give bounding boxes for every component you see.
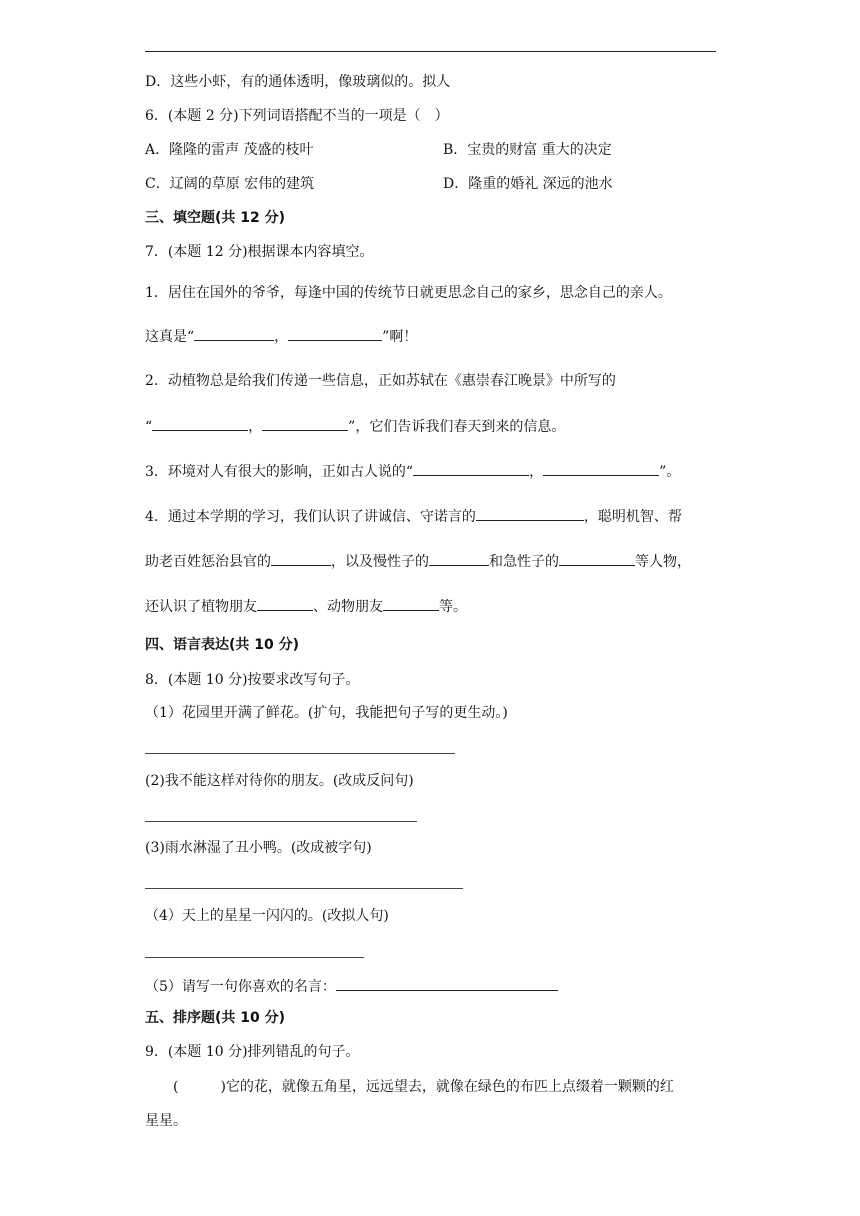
answer-line-3[interactable] bbox=[145, 888, 463, 889]
q8-stem: 8．(本题 10 分)按要求改写句子。 bbox=[145, 672, 360, 688]
q7-item4-line1 bbox=[145, 506, 682, 527]
q7-stem: 7．(本题 12 分)根据课本内容填空。 bbox=[145, 244, 374, 260]
q6-option-a: A．隆隆的雷声 茂盛的枝叶 bbox=[145, 142, 314, 158]
q9-sentence-line1 bbox=[145, 1077, 716, 1097]
blank-5[interactable] bbox=[413, 461, 529, 476]
q7-item4-line3 bbox=[145, 596, 467, 617]
blank-2[interactable] bbox=[288, 326, 382, 341]
text: 4．通过本学期的学习，我们认识了讲诚信、守诺言的 bbox=[145, 509, 476, 525]
q6-option-b: B．宝贵的财富 重大的决定 bbox=[443, 142, 612, 158]
text bbox=[145, 1077, 674, 1097]
text: ”，它们告诉我们春天到来的信息。 bbox=[348, 419, 566, 435]
text: 这真是“ bbox=[145, 329, 195, 345]
text: “ bbox=[145, 419, 153, 435]
text: 它的花，就像五角星，远远望去，就像在绿色的布匹上点缀着一颗颗的红 bbox=[225, 1079, 674, 1095]
text: ， bbox=[248, 419, 263, 435]
blank-quote[interactable] bbox=[336, 976, 558, 991]
text: 等人物， bbox=[635, 554, 691, 570]
text: ”。 bbox=[659, 464, 681, 480]
q7-item1-line2 bbox=[145, 326, 417, 347]
q6-option-c: C．辽阔的草原 宏伟的建筑 bbox=[145, 176, 315, 192]
section5-title: 五、排序题(共 10 分) bbox=[145, 1010, 286, 1026]
blank-7[interactable] bbox=[476, 506, 584, 521]
q7-item3 bbox=[145, 461, 680, 482]
answer-line-1[interactable] bbox=[145, 753, 455, 754]
text: ， bbox=[274, 329, 289, 345]
q6-option-d: D．隆重的婚礼 深远的池水 bbox=[443, 176, 613, 192]
header-rule bbox=[145, 51, 716, 52]
q7-item1-line1: 1．居住在国外的爷爷，每逢中国的传统节日就更思念自己的家乡，思念自己的亲人。 bbox=[145, 285, 672, 301]
q9-stem: 9．(本题 10 分)排列错乱的句子。 bbox=[145, 1044, 360, 1060]
q8-s4: （4）天上的星星一闪闪的。(改拟人句) bbox=[145, 908, 389, 924]
blank-12[interactable] bbox=[383, 596, 439, 611]
section4-title: 四、语言表达(共 10 分) bbox=[145, 637, 300, 653]
blank-9[interactable] bbox=[429, 551, 489, 566]
blank-1[interactable] bbox=[194, 326, 274, 341]
answer-line-2[interactable] bbox=[145, 821, 417, 822]
order-blank[interactable]: ( ) bbox=[173, 1079, 226, 1095]
blank-6[interactable] bbox=[543, 461, 659, 476]
section3-title: 三、填空题(共 12 分) bbox=[145, 210, 286, 226]
q5-option-d: D．这些小虾，有的通体透明，像玻璃似的。拟人 bbox=[145, 74, 451, 90]
q9-sentence-line2: 星星。 bbox=[145, 1113, 187, 1129]
text: 还认识了植物朋友 bbox=[145, 599, 257, 615]
q8-s1: （1）花园里开满了鲜花。(扩句，我能把句子写的更生动。) bbox=[145, 705, 508, 721]
text: ，聪明机智、帮 bbox=[583, 509, 682, 525]
text: ， bbox=[529, 464, 544, 480]
answer-line-4[interactable] bbox=[145, 957, 364, 958]
text: （5）请写一句你喜欢的名言： bbox=[145, 979, 336, 995]
text: ，以及慢性子的 bbox=[331, 554, 429, 570]
text: 和急性子的 bbox=[489, 554, 559, 570]
q6-stem: 6．(本题 2 分)下列词语搭配不当的一项是（ ） bbox=[145, 108, 449, 124]
text: 助老百姓惩治县官的 bbox=[145, 554, 271, 570]
q8-s2: (2)我不能这样对待你的朋友。(改成反问句) bbox=[145, 773, 414, 789]
blank-3[interactable] bbox=[152, 416, 248, 431]
q7-item2-line2 bbox=[145, 416, 565, 437]
q7-item4-line2 bbox=[145, 551, 691, 572]
blank-11[interactable] bbox=[257, 596, 313, 611]
blank-10[interactable] bbox=[559, 551, 635, 566]
q7-item2-line1: 2．动植物总是给我们传递一些信息，正如苏轼在《惠崇春江晚景》中所写的 bbox=[145, 373, 616, 389]
blank-4[interactable] bbox=[262, 416, 348, 431]
text: 3．环境对人有很大的影响，正如古人说的“ bbox=[145, 464, 414, 480]
q8-s5 bbox=[145, 976, 558, 997]
sentence-row bbox=[145, 1077, 716, 1097]
text: 、动物朋友 bbox=[313, 599, 383, 615]
blank-8[interactable] bbox=[271, 551, 331, 566]
text: ”啊！ bbox=[382, 329, 418, 345]
q8-s3: (3)雨水淋湿了丑小鸭。(改成被字句) bbox=[145, 840, 372, 856]
text: 等。 bbox=[439, 599, 467, 615]
